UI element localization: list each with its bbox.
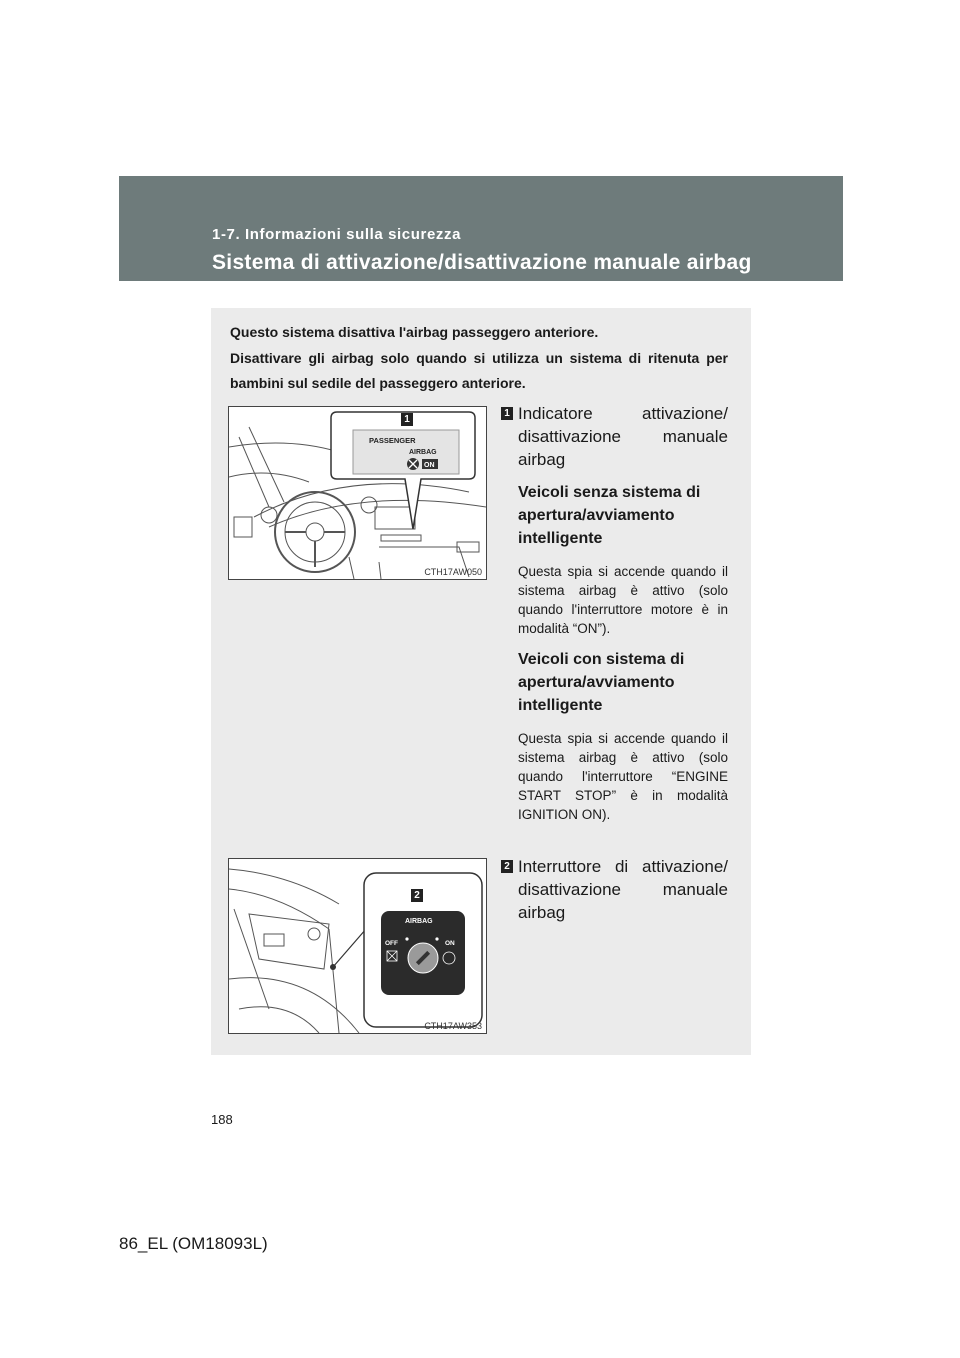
item2-title: Interruttore di attivazione/ disattivazione manuale airbag <box>518 857 728 922</box>
item1-sub1-title: Veicoli senza sistema di apertura/avviamento intelligente <box>518 484 701 547</box>
page-number: 188 <box>211 1112 233 1127</box>
section-label: 1-7. Informazioni sulla sicurezza <box>212 226 462 243</box>
item-number-2: 2 <box>501 860 513 873</box>
label-passenger: PASSENGER <box>369 436 416 445</box>
intro-line-1: Questo sistema disattiva l'airbag passeggero anteriore. <box>230 324 599 340</box>
item-number-1: 1 <box>501 407 513 420</box>
label-airbag: AIRBAG <box>409 449 437 456</box>
item1-sub2-title: Veicoli con sistema di apertura/avviamento intelligente <box>518 651 685 714</box>
intro-line-2: Disattivare gli airbag solo quando si utilizza un sistema di ritenuta per bambini sul sedile del passeggero anteriore. <box>230 350 728 391</box>
glovebox-illustration <box>229 859 486 1033</box>
figure-code-2: CTH17AW353 <box>424 1021 482 1031</box>
document-code: 86_EL (OM18093L) <box>119 1234 268 1253</box>
airbag-switch-figure <box>228 858 487 1034</box>
switch-label-airbag: AIRBAG <box>405 918 433 925</box>
intro-text <box>230 320 728 397</box>
page-title: Sistema di attivazione/disattivazione manuale airbag <box>212 251 752 274</box>
item1-sub2-text: Questa spia si accende quando il sistema airbag è attivo (solo quando l'interruttore “ENGINE START STOP” è in modalità IGNITION ON). <box>518 731 728 822</box>
figure-code-1: CTH17AW050 <box>424 567 482 577</box>
callout-number-1: 1 <box>401 413 413 426</box>
item1-sub1-text: Questa spia si accende quando il sistema airbag è attivo (solo quando l'interruttore motore è in modalità “ON”). <box>518 564 728 636</box>
label-on: ON <box>424 462 435 469</box>
dashboard-indicator-figure <box>228 406 487 580</box>
dashboard-illustration <box>229 407 486 579</box>
switch-label-on: ON <box>445 940 455 947</box>
item2-column <box>518 855 728 924</box>
callout-number-2: 2 <box>411 889 423 902</box>
item1-title: Indicatore attivazione/ disattivazione manuale airbag <box>518 404 728 469</box>
item1-column <box>518 402 728 824</box>
switch-label-off: OFF <box>385 940 398 947</box>
